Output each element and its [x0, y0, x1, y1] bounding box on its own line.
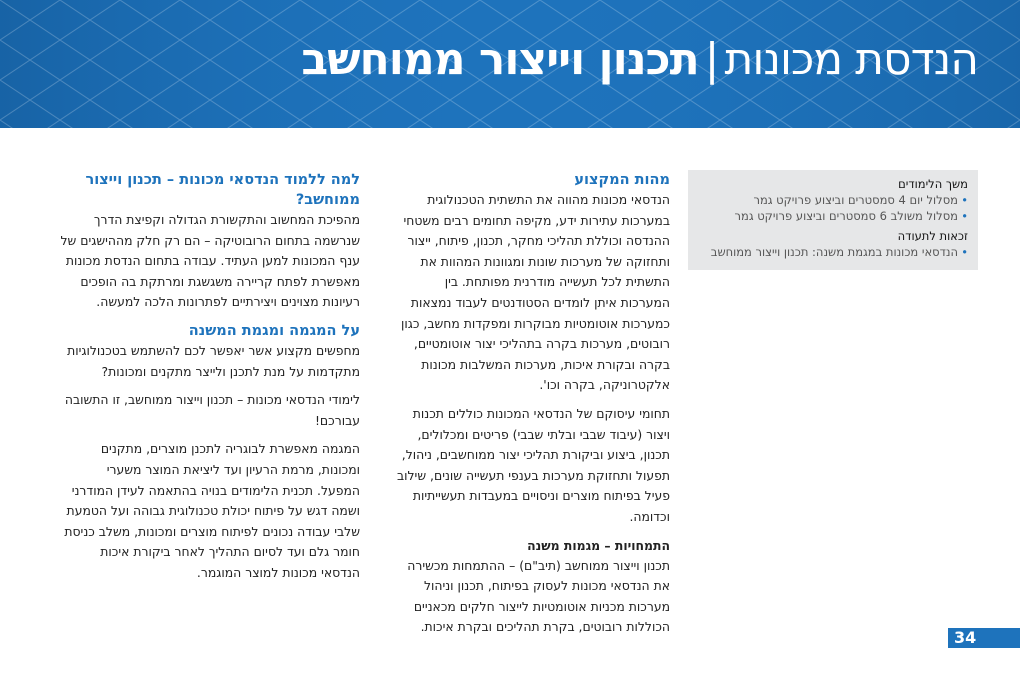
about-track-heading: על המגמה ומגמת המשנה [188, 322, 360, 339]
certificate-heading: זכאות לתעודה [897, 229, 968, 243]
about-track-paragraph-2: לימודי הנדסאי מכונות – תכנון וייצור ממוחשב, זו התשובה עבורכם! [64, 392, 360, 428]
info-box [688, 170, 978, 270]
profession-heading: מהות המקצוע [574, 172, 670, 188]
about-track-paragraph-3: המגמה מאפשרת לבוגריה לתכנן מוצרים, מתקנים ומכונות, מרמת הרעיון ועד ליציאת המוצר משערי המפעל. תכנית הלימודים בנויה בהתאמה לעידן המודרני ושמה דגש על פיתוח יכולת טכנולוגית גבוהה ועל הטמעת שלבי עבודה נכונים לפיתוח מוצרים ומכונות, משלב כניסת חומר גלם ועד לסיום התהליך לאחר ביקורת איכות הנדסאי מכונות למוצר המוגמר. [64, 441, 360, 580]
why-study-heading: למה ללמוד הנדסאי מכונות – תכנון וייצור ממוחשב? [85, 172, 360, 208]
left-column [60, 170, 360, 592]
title-specialization: תכנון וייצור ממוחשב [301, 34, 699, 85]
certificate-list [696, 244, 968, 260]
profession-paragraph-1: הנדסאי מכונות מהווה את התשתית הטכנולוגית במערכות עתירות ידע, מקיפה תחומים רבים משטחי ההנדסה וכוללת תהליכי מחקר, תכנון, פיתוח, ייצור ותחזוקה של מערכות שונות ומגוונות המהוות את התשתית לכל תעשייה מודרנית מפותחת. בין המערכות איתן לומדים הסטודנטים לעבוד נמצאות כמערכות אוטומטיות מבוקרות ומפקדות מחשב, כגון רובוטים, מערכות בקרה בתהליכי יצור אוטומטיים, בקרה ובקורת איכות, מערכות המשלבות מכונות אלקטרוניקה, בקרה וכו'. [401, 192, 670, 393]
specializations-heading: התמחויות – מגמות משנה [527, 537, 670, 553]
header-banner [0, 0, 1020, 128]
about-track-paragraph-1: מחפשים מקצוע אשר יאפשר לכם להשתמש בטכנולוגיות מתקדמות על מנת לתכנן ולייצר מתקנים ומכונות? [67, 342, 360, 379]
duration-heading: משך הלימודים [898, 177, 968, 191]
middle-column [395, 170, 670, 646]
title-department: הנדסת מכונות [724, 34, 978, 85]
page-number: 34 [948, 628, 1020, 648]
duration-item-combined: • מסלול משולב 6 סמסטרים וביצוע פרויקט גמר [696, 208, 968, 224]
certificate-item: • הנדסאי מכונות במגמת משנה: תכנון וייצור ממוחשב [696, 244, 968, 260]
page-title [301, 28, 978, 92]
specializations-paragraph: תכנון וייצור ממוחשב (תיב"ם) – ההתמחות מכשירה את הנדסאי מכונות לעסוק בפיתוח, תכנון וניהול מערכות מכניות אוטומטיות לייצור חלקים מכאניים הכוללות רובוטים, בקרת תהליכים ובקרת איכות. [407, 557, 670, 635]
title-separator: | [704, 34, 719, 85]
why-study-paragraph: מהפיכת המחשוב והתקשורת הגדולה וקפיצת הדרך שנרשמה בתחום הרובוטיקה – הם רק חלק מההישגים של ענף המכונות למען העתיד. עבודה בתחום הנדסת מכונות מאפשרת לפתח קריירה משגשגת ומרתקת בה הופכים רעיונות מצוינים ויצירתיים לפתרונות הלכה למעשה. [60, 212, 360, 310]
duration-item-day: • מסלול יום 4 סמסטרים וביצוע פרויקט גמר [696, 192, 968, 208]
profession-paragraph-2: תחומי עיסוקם של הנדסאי המכונות כוללים תכנות ויצור (עיבוד שבבי ובלתי שבבי) פריטים ומכלולים, תכנון, ביצוע וביקורת תהליכי יצור ממוחשבים, ניהול, תפעול ותחזוקת מערכות בענפי תעשייה שונים, שילוב פעיל בפיתוח מוצרים וניסויים במעבדות תעשייתיות וכדומה. [396, 405, 670, 524]
duration-list [696, 192, 968, 224]
